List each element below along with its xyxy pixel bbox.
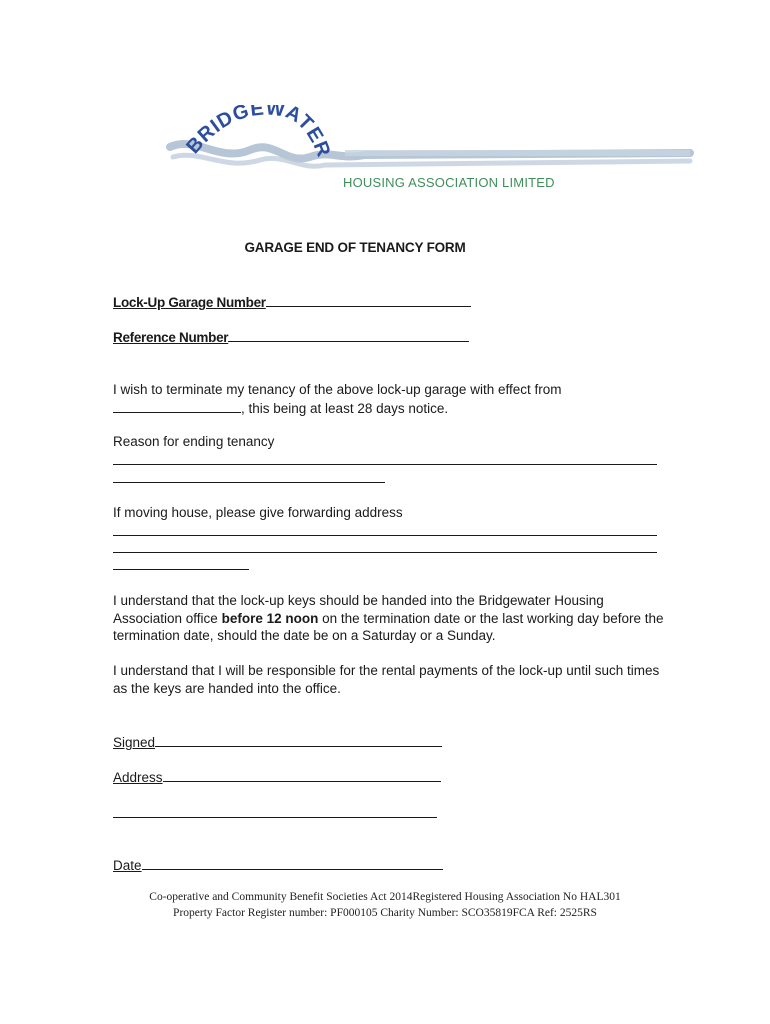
reference-number-line[interactable]: [228, 328, 469, 342]
lockup-garage-number-label: Lock-Up Garage Number: [113, 295, 266, 310]
reference-number-label: Reference Number: [113, 330, 229, 345]
keys-statement: [113, 592, 673, 645]
terminate-line-1: I wish to terminate my tenancy of the above lock-up garage with effect from: [113, 382, 562, 397]
svg-text:BRIDGEWATER: BRIDGEWATER: [182, 105, 335, 161]
termination-date-line[interactable]: [113, 399, 241, 413]
lockup-garage-number-line[interactable]: [266, 293, 471, 307]
footer: [0, 889, 770, 921]
rental-statement: I understand that I will be responsible for the rental payments of the lock-up until such times as the keys are handed into the office.: [113, 663, 660, 696]
footer-line-1: Co-operative and Community Benefit Societies Act 2014Registered Housing Association No HAL301: [149, 891, 621, 903]
address-line-2[interactable]: [113, 817, 437, 818]
keys-text-part-2: on the termination date or the last working day before the termination date, should the date be on a Saturday or a Sunday.: [113, 610, 664, 643]
address-line[interactable]: [163, 768, 441, 782]
address-label: Address: [113, 770, 163, 785]
terminate-line-2: , this being at least 28 days notice.: [241, 400, 449, 416]
terminate-statement: [113, 381, 673, 417]
date-field[interactable]: [113, 856, 443, 873]
reason-line-2[interactable]: [113, 482, 385, 483]
forwarding-address-line-1[interactable]: [113, 535, 657, 536]
keys-deadline-bold: before 12 noon: [221, 610, 319, 626]
forwarding-address-line-3[interactable]: [113, 569, 249, 570]
reason-line-1[interactable]: [113, 464, 657, 465]
signed-field[interactable]: [113, 733, 442, 750]
reference-number-field[interactable]: [113, 328, 469, 345]
date-line[interactable]: [142, 856, 443, 870]
signed-line[interactable]: [155, 733, 442, 747]
date-label: Date: [113, 858, 142, 873]
form-title: GARAGE END OF TENANCY FORM: [244, 240, 466, 255]
footer-line-2: Property Factor Register number: PF000105 Charity Number: SCO35819FCA Ref: 2525RS: [173, 907, 597, 919]
signed-label: Signed: [113, 735, 156, 750]
svg-text:HOUSING ASSOCIATION LIMITED: HOUSING ASSOCIATION LIMITED: [343, 175, 555, 190]
address-field[interactable]: [113, 768, 441, 785]
keys-text-part-1: I understand that the lock-up keys should be handed into the Bridgewater Housing Association office: [113, 593, 604, 626]
lockup-garage-number-field[interactable]: [113, 293, 471, 310]
forwarding-address-label: If moving house, please give forwarding address: [113, 505, 403, 520]
forwarding-address-line-2[interactable]: [113, 552, 657, 553]
bridgewater-logo: [165, 105, 695, 205]
reason-label: Reason for ending tenancy: [113, 434, 275, 449]
